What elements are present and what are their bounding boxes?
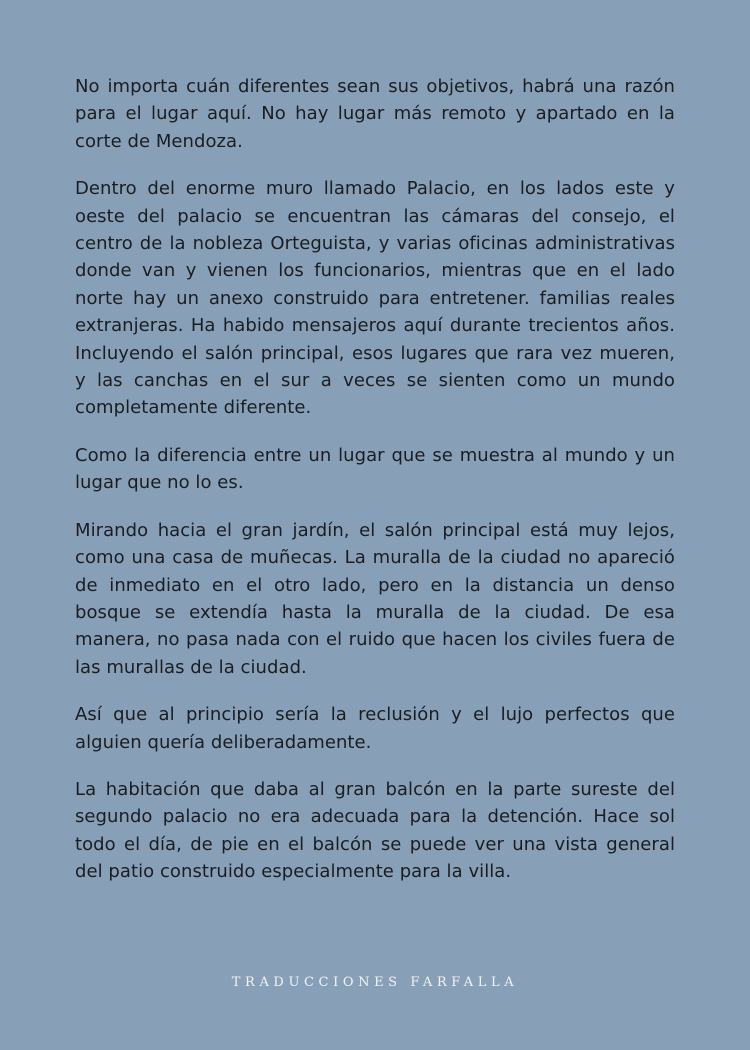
paragraph-3: Como la diferencia entre un lugar que se muestra al mundo y un lugar que no lo es. bbox=[75, 444, 675, 494]
paragraph-6: La habitación que daba al gran balcón en la parte sureste del segundo palacio no era adecuada para la detención. Hace sol todo el día, de pie en el balcón se puede ver una vista general del patio construido especialmente para la villa. bbox=[75, 778, 675, 883]
paragraph-4: Mirando hacia el gran jardín, el salón principal está muy lejos, como una casa de muñecas. La muralla de la ciudad no apareció de inmediato en el otro lado, pero en la distancia un denso bosque se extendía hasta la muralla de la ciudad. De esa manera, no pasa nada con el ruido que hacen los civiles fuera de las murallas de la ciudad. bbox=[75, 519, 675, 678]
paragraph-2: Dentro del enorme muro llamado Palacio, en los lados este y oeste del palacio se encuentran las cámaras del consejo, el centro de la nobleza Orteguista, y varias oficinas administrativas donde van y vienen los funcionarios, mientras que en el lado norte hay un anexo construido para entretener. familias reales extranjeras. Ha habido mensajeros aquí durante trecientos años. Incluyendo el salón principal, esos lugares que rara vez mueren, y las canchas en el sur a veces se sienten como un mundo completamente diferente. bbox=[75, 178, 675, 419]
footer-credit: TRADUCCIONES FARFALLA bbox=[231, 975, 519, 990]
paragraph-1: No importa cuán diferentes sean sus objetivos, habrá una razón para el lugar aquí. No hay lugar más remoto y apartado en la corte de Mendoza. bbox=[75, 76, 675, 152]
body-text bbox=[75, 73, 675, 906]
paragraph-5: Así que al principio sería la reclusión y el lujo perfectos que alguien quería deliberadamente. bbox=[75, 704, 675, 753]
